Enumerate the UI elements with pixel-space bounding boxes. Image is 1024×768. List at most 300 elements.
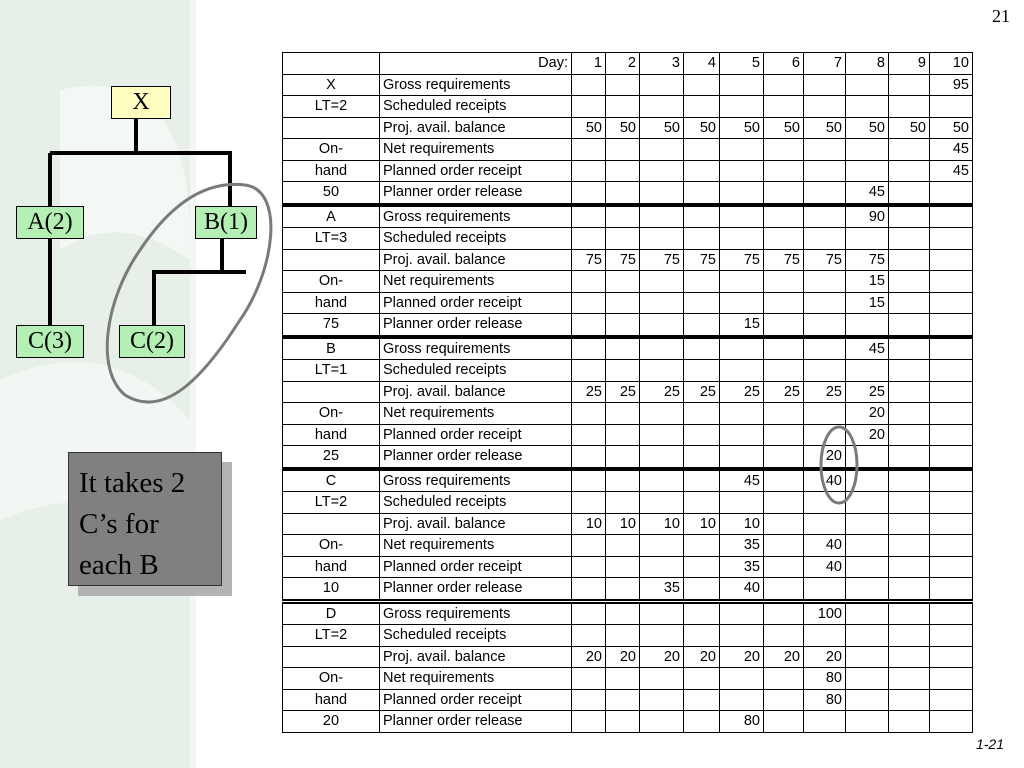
value-cell: 20 <box>720 646 764 668</box>
table-row <box>283 360 973 382</box>
row-label: Planned order receipt <box>380 689 572 711</box>
value-cell: 50 <box>804 117 846 139</box>
value-cell: 20 <box>640 646 684 668</box>
value-cell <box>606 271 640 293</box>
value-cell <box>930 424 973 446</box>
value-cell <box>764 578 804 602</box>
value-cell <box>606 96 640 118</box>
value-cell <box>720 182 764 205</box>
value-cell <box>889 160 930 182</box>
value-cell: 90 <box>846 205 889 228</box>
table-row <box>283 446 973 469</box>
table-row <box>283 403 973 425</box>
value-cell <box>606 403 640 425</box>
value-cell <box>640 625 684 647</box>
value-cell: 20 <box>606 646 640 668</box>
value-cell <box>572 689 606 711</box>
value-cell <box>804 160 846 182</box>
value-cell: 10 <box>572 513 606 535</box>
value-cell: 50 <box>684 117 720 139</box>
value-cell <box>720 292 764 314</box>
value-cell <box>572 625 606 647</box>
value-cell <box>640 689 684 711</box>
value-cell <box>804 360 846 382</box>
value-cell <box>606 446 640 469</box>
slide-footer: 1-21 <box>975 736 1004 752</box>
value-cell <box>930 711 973 733</box>
value-cell <box>889 271 930 293</box>
table-row <box>283 689 973 711</box>
value-cell: 35 <box>720 556 764 578</box>
value-cell <box>764 446 804 469</box>
row-label: Planner order release <box>380 578 572 602</box>
value-cell: 25 <box>804 381 846 403</box>
value-cell <box>640 711 684 733</box>
table-row <box>283 469 973 492</box>
value-cell <box>764 689 804 711</box>
value-cell: 75 <box>846 249 889 271</box>
value-cell <box>684 228 720 250</box>
value-cell <box>889 646 930 668</box>
value-cell: 20 <box>846 424 889 446</box>
row-label: Proj. avail. balance <box>380 381 572 403</box>
item-info-cell: hand <box>283 292 380 314</box>
value-cell <box>846 160 889 182</box>
value-cell: 50 <box>889 117 930 139</box>
value-cell <box>720 424 764 446</box>
value-cell <box>684 205 720 228</box>
item-info-cell: LT=2 <box>283 625 380 647</box>
value-cell <box>804 182 846 205</box>
node-a: A(2) <box>16 206 84 239</box>
value-cell <box>889 228 930 250</box>
value-cell <box>930 360 973 382</box>
value-cell <box>889 535 930 557</box>
value-cell <box>846 96 889 118</box>
table-row <box>283 381 973 403</box>
value-cell <box>764 271 804 293</box>
value-cell <box>720 360 764 382</box>
value-cell <box>572 446 606 469</box>
value-cell <box>606 601 640 625</box>
day-number: 10 <box>930 53 973 75</box>
value-cell <box>804 271 846 293</box>
value-cell <box>640 337 684 360</box>
value-cell <box>640 601 684 625</box>
value-cell <box>720 74 764 96</box>
value-cell <box>684 182 720 205</box>
value-cell <box>572 403 606 425</box>
value-cell <box>889 711 930 733</box>
value-cell <box>764 668 804 690</box>
value-cell <box>804 74 846 96</box>
value-cell: 50 <box>930 117 973 139</box>
value-cell <box>889 182 930 205</box>
value-cell <box>640 74 684 96</box>
callout-line: each B <box>79 549 159 581</box>
value-cell <box>930 446 973 469</box>
value-cell <box>720 271 764 293</box>
value-cell: 80 <box>804 668 846 690</box>
value-cell <box>684 160 720 182</box>
value-cell <box>572 360 606 382</box>
value-cell <box>640 469 684 492</box>
value-cell <box>846 74 889 96</box>
value-cell <box>572 205 606 228</box>
value-cell <box>606 578 640 602</box>
item-info-cell: LT=1 <box>283 360 380 382</box>
value-cell <box>804 625 846 647</box>
item-info-cell: 20 <box>283 711 380 733</box>
value-cell <box>640 314 684 337</box>
value-cell <box>804 228 846 250</box>
item-info-cell <box>283 381 380 403</box>
value-cell <box>764 601 804 625</box>
value-cell <box>720 228 764 250</box>
value-cell <box>606 337 640 360</box>
value-cell <box>684 492 720 514</box>
value-cell: 25 <box>764 381 804 403</box>
row-label: Gross requirements <box>380 601 572 625</box>
value-cell <box>572 668 606 690</box>
value-cell <box>720 446 764 469</box>
value-cell <box>930 249 973 271</box>
table-row <box>283 668 973 690</box>
row-label: Scheduled receipts <box>380 492 572 514</box>
row-label: Gross requirements <box>380 205 572 228</box>
value-cell <box>606 160 640 182</box>
value-cell <box>572 535 606 557</box>
value-cell <box>606 74 640 96</box>
value-cell <box>930 513 973 535</box>
value-cell: 40 <box>720 578 764 602</box>
value-cell <box>846 601 889 625</box>
value-cell <box>684 668 720 690</box>
value-cell <box>720 403 764 425</box>
value-cell <box>889 249 930 271</box>
item-info-cell: On- <box>283 535 380 557</box>
value-cell <box>720 139 764 161</box>
value-cell <box>930 381 973 403</box>
value-cell <box>640 535 684 557</box>
value-cell <box>572 469 606 492</box>
table-row <box>283 292 973 314</box>
value-cell <box>572 578 606 602</box>
table-row <box>283 205 973 228</box>
value-cell <box>889 601 930 625</box>
value-cell <box>930 535 973 557</box>
value-cell: 50 <box>846 117 889 139</box>
value-cell: 50 <box>720 117 764 139</box>
value-cell: 20 <box>572 646 606 668</box>
value-cell <box>846 314 889 337</box>
value-cell: 40 <box>804 469 846 492</box>
row-label: Scheduled receipts <box>380 625 572 647</box>
value-cell <box>764 556 804 578</box>
table-row <box>283 117 973 139</box>
value-cell <box>684 469 720 492</box>
value-cell: 95 <box>930 74 973 96</box>
value-cell <box>804 492 846 514</box>
value-cell: 20 <box>684 646 720 668</box>
value-cell <box>804 711 846 733</box>
value-cell <box>804 314 846 337</box>
value-cell: 50 <box>606 117 640 139</box>
value-cell: 45 <box>930 160 973 182</box>
value-cell <box>720 492 764 514</box>
row-label: Planned order receipt <box>380 160 572 182</box>
value-cell <box>846 646 889 668</box>
value-cell: 75 <box>684 249 720 271</box>
value-cell <box>606 689 640 711</box>
row-label: Scheduled receipts <box>380 228 572 250</box>
value-cell <box>846 711 889 733</box>
callout-note <box>68 452 222 586</box>
item-info-cell: hand <box>283 424 380 446</box>
value-cell <box>764 469 804 492</box>
table-row <box>283 578 973 602</box>
value-cell <box>764 139 804 161</box>
value-cell <box>684 556 720 578</box>
table-row <box>283 314 973 337</box>
value-cell <box>764 314 804 337</box>
value-cell <box>684 403 720 425</box>
value-cell <box>764 292 804 314</box>
row-label: Planned order receipt <box>380 424 572 446</box>
value-cell <box>804 139 846 161</box>
value-cell <box>889 314 930 337</box>
value-cell <box>640 96 684 118</box>
value-cell <box>764 182 804 205</box>
item-info-cell: LT=3 <box>283 228 380 250</box>
value-cell <box>606 625 640 647</box>
value-cell: 75 <box>640 249 684 271</box>
row-label: Planner order release <box>380 446 572 469</box>
value-cell <box>606 469 640 492</box>
value-cell <box>572 601 606 625</box>
value-cell <box>640 668 684 690</box>
value-cell <box>889 96 930 118</box>
table-row <box>283 228 973 250</box>
value-cell <box>804 403 846 425</box>
value-cell <box>684 625 720 647</box>
value-cell <box>640 424 684 446</box>
value-cell: 45 <box>930 139 973 161</box>
table-row <box>283 646 973 668</box>
value-cell: 25 <box>684 381 720 403</box>
value-cell <box>930 556 973 578</box>
value-cell <box>846 139 889 161</box>
value-cell <box>889 205 930 228</box>
value-cell <box>764 74 804 96</box>
row-label: Net requirements <box>380 668 572 690</box>
item-info-cell: A <box>283 205 380 228</box>
value-cell <box>846 446 889 469</box>
value-cell <box>889 625 930 647</box>
value-cell: 35 <box>640 578 684 602</box>
value-cell <box>764 228 804 250</box>
row-label: Planner order release <box>380 182 572 205</box>
item-info-cell: On- <box>283 139 380 161</box>
row-label: Planner order release <box>380 711 572 733</box>
value-cell <box>764 403 804 425</box>
item-info-cell: LT=2 <box>283 492 380 514</box>
item-info-cell: hand <box>283 556 380 578</box>
value-cell <box>889 668 930 690</box>
value-cell <box>640 403 684 425</box>
value-cell <box>764 205 804 228</box>
value-cell: 50 <box>572 117 606 139</box>
value-cell <box>764 96 804 118</box>
value-cell: 20 <box>804 446 846 469</box>
value-cell <box>720 625 764 647</box>
value-cell: 10 <box>606 513 640 535</box>
table-row <box>283 271 973 293</box>
day-number: 3 <box>640 53 684 75</box>
value-cell <box>684 337 720 360</box>
table-row <box>283 74 973 96</box>
value-cell: 75 <box>720 249 764 271</box>
value-cell <box>930 271 973 293</box>
value-cell <box>640 271 684 293</box>
value-cell <box>606 292 640 314</box>
value-cell <box>720 96 764 118</box>
item-info-cell: D <box>283 601 380 625</box>
table-row <box>283 513 973 535</box>
value-cell: 25 <box>720 381 764 403</box>
table-row <box>283 625 973 647</box>
value-cell <box>640 556 684 578</box>
value-cell <box>846 578 889 602</box>
callout-line: C’s for <box>79 508 159 540</box>
row-label: Planned order receipt <box>380 292 572 314</box>
value-cell <box>572 96 606 118</box>
value-cell <box>606 228 640 250</box>
value-cell: 25 <box>606 381 640 403</box>
value-cell: 50 <box>764 117 804 139</box>
day-number: 1 <box>572 53 606 75</box>
value-cell: 50 <box>640 117 684 139</box>
value-cell <box>640 492 684 514</box>
table-row <box>283 424 973 446</box>
value-cell <box>606 424 640 446</box>
value-cell <box>889 337 930 360</box>
value-cell <box>572 271 606 293</box>
value-cell <box>804 96 846 118</box>
value-cell <box>930 578 973 602</box>
value-cell <box>606 360 640 382</box>
value-cell <box>846 228 889 250</box>
value-cell <box>720 689 764 711</box>
value-cell <box>572 139 606 161</box>
value-cell <box>764 424 804 446</box>
value-cell <box>846 625 889 647</box>
value-cell <box>764 711 804 733</box>
row-label: Scheduled receipts <box>380 96 572 118</box>
value-cell <box>930 96 973 118</box>
value-cell <box>846 535 889 557</box>
value-cell: 25 <box>640 381 684 403</box>
value-cell <box>846 492 889 514</box>
value-cell <box>930 668 973 690</box>
value-cell <box>684 360 720 382</box>
item-info-cell: On- <box>283 403 380 425</box>
slide-number: 21 <box>992 6 1010 26</box>
value-cell <box>846 513 889 535</box>
value-cell: 10 <box>640 513 684 535</box>
value-cell <box>684 424 720 446</box>
value-cell <box>889 446 930 469</box>
value-cell <box>684 314 720 337</box>
value-cell <box>606 492 640 514</box>
value-cell <box>572 228 606 250</box>
item-info-cell: On- <box>283 668 380 690</box>
day-number: 2 <box>606 53 640 75</box>
value-cell <box>930 646 973 668</box>
node-c-under-a: C(3) <box>16 325 84 358</box>
value-cell: 75 <box>572 249 606 271</box>
row-label: Scheduled receipts <box>380 360 572 382</box>
value-cell: 75 <box>804 249 846 271</box>
value-cell <box>572 556 606 578</box>
value-cell <box>764 160 804 182</box>
row-label: Proj. avail. balance <box>380 249 572 271</box>
value-cell <box>889 403 930 425</box>
value-cell <box>572 160 606 182</box>
value-cell: 100 <box>804 601 846 625</box>
table-row <box>283 249 973 271</box>
day-number: 6 <box>764 53 804 75</box>
value-cell <box>572 314 606 337</box>
value-cell <box>889 292 930 314</box>
value-cell: 40 <box>804 556 846 578</box>
value-cell <box>804 424 846 446</box>
day-number: 7 <box>804 53 846 75</box>
value-cell <box>930 689 973 711</box>
item-info-cell: X <box>283 74 380 96</box>
value-cell: 45 <box>846 337 889 360</box>
value-cell <box>572 424 606 446</box>
node-x: X <box>111 86 171 119</box>
value-cell <box>572 292 606 314</box>
value-cell <box>572 182 606 205</box>
item-info-cell: C <box>283 469 380 492</box>
value-cell: 45 <box>846 182 889 205</box>
value-cell <box>889 578 930 602</box>
table-row <box>283 601 973 625</box>
value-cell <box>764 492 804 514</box>
item-info-cell: 50 <box>283 182 380 205</box>
row-label: Proj. avail. balance <box>380 513 572 535</box>
item-info-cell: 25 <box>283 446 380 469</box>
row-label: Net requirements <box>380 139 572 161</box>
value-cell <box>804 205 846 228</box>
value-cell <box>930 314 973 337</box>
value-cell <box>720 205 764 228</box>
value-cell <box>804 578 846 602</box>
value-cell: 20 <box>846 403 889 425</box>
value-cell <box>640 182 684 205</box>
value-cell <box>764 625 804 647</box>
value-cell <box>606 556 640 578</box>
value-cell <box>606 314 640 337</box>
value-cell <box>640 205 684 228</box>
row-label: Net requirements <box>380 403 572 425</box>
value-cell <box>930 292 973 314</box>
value-cell <box>572 337 606 360</box>
day-header-row <box>283 53 973 75</box>
row-label: Planned order receipt <box>380 556 572 578</box>
